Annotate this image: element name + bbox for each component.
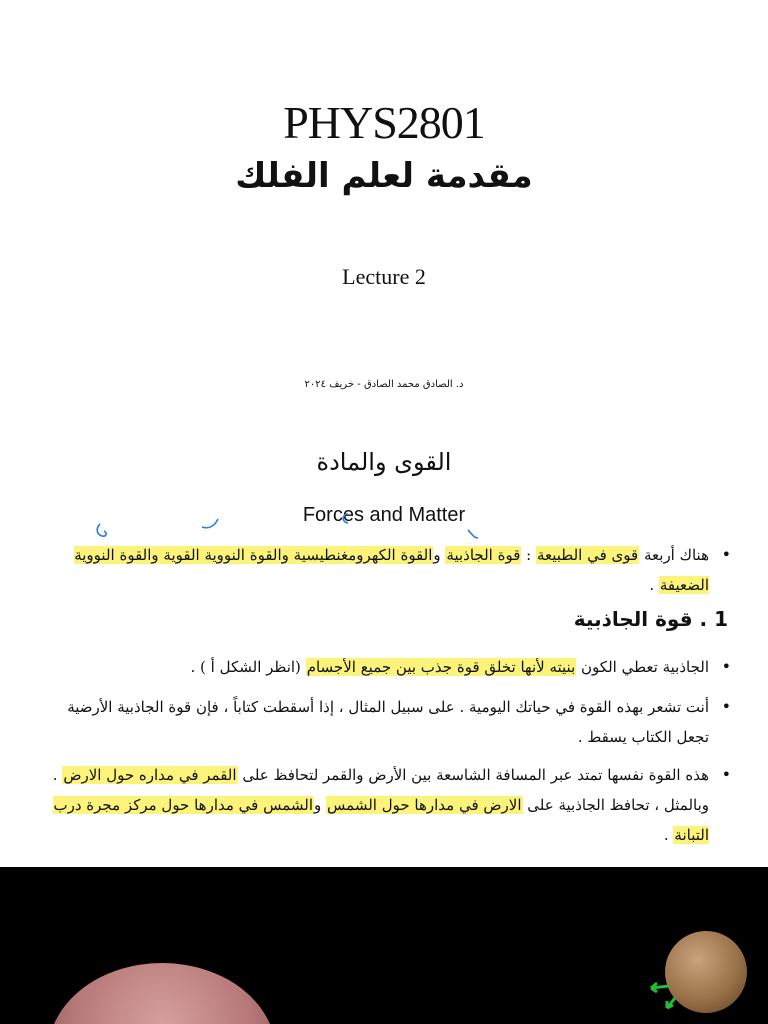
lecture-label: Lecture 2 (342, 264, 426, 289)
bullet-dot: • (721, 697, 731, 716)
bullet-orbits (36, 760, 731, 850)
force-arrows-icon (645, 972, 685, 1012)
bullet-dot: • (721, 545, 731, 564)
annotation-mark (338, 512, 352, 526)
author-line: د. الصادق محمد الصادق - خريف ٢٠٢٤ (304, 379, 464, 390)
bullet-dot: • (721, 765, 731, 784)
bullet-text: الجاذبية تعطي الكون بنيته لأنها تخلق قوة جذب بين جميع الأجسام (انظر الشكل أ ) . (190, 658, 709, 676)
bullet-text: هذه القوة نفسها تمتد عبر المسافة الشاسعة بين الأرض والقمر لتحافظ على القمر في مداره حول الارض . وبالمثل ، تحافظ الجاذبية على الارض في مدارها حول الشمس والشمس في مدارها حول مركز مجرة درب التبانة . (52, 766, 709, 844)
bullet-text: هناك أربعة قوى في الطبيعة : قوة الجاذبية والقوة الكهرومغنطيسية والقوة النووية القوية والقوة النووية الضعيفة . (74, 546, 709, 594)
annotation-mark (200, 517, 222, 531)
highlight: القوة الكهرومغنطيسية والقوة النووية القوية والقوة النووية الضعيفة (74, 546, 709, 594)
highlight: القمر في مداره حول الارض (63, 766, 237, 784)
bullet-gravity-structure (36, 652, 731, 682)
course-code: PHYS2801 (283, 97, 485, 148)
bullet-four-forces (36, 540, 731, 600)
course-title-arabic: مقدمة لعلم الفلك (235, 156, 533, 196)
earth-moon-illustration (0, 867, 768, 1024)
highlight: قوة الجاذبية (446, 546, 521, 564)
section-title-arabic: القوى والمادة (316, 448, 452, 476)
earth-image (48, 963, 276, 1024)
highlight: الشمس في مدارها حول مركز مجرة درب التبانة (53, 796, 709, 844)
annotation-mark (92, 522, 112, 540)
bullet-daily-life (36, 692, 731, 752)
bullet-dot: • (721, 657, 731, 676)
section-title-english: Forces and Matter (302, 504, 466, 526)
bullet-text: أنت تشعر بهذه القوة في حياتك اليومية . على سبيل المثال ، إذا أسقطت كتاباً ، فإن قوة الجاذبية الأرضية تجعل الكتاب يسقط . (67, 698, 709, 746)
highlight: بنيته لأنها تخلق قوة جذب بين جميع الأجسام (306, 658, 576, 676)
highlight: الارض في مدارها حول الشمس (327, 796, 522, 814)
highlight: قوى في الطبيعة (536, 546, 639, 564)
gravity-heading: 1 . قوة الجاذبية (573, 607, 728, 631)
